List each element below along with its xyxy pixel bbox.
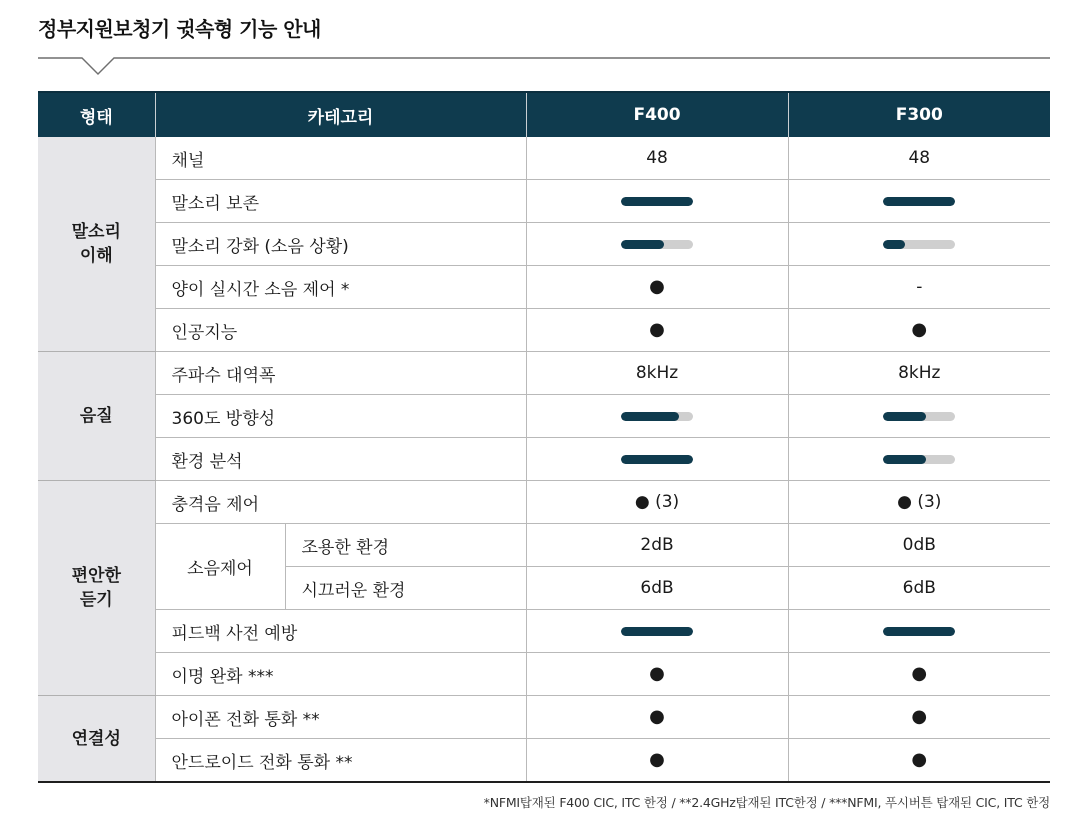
value-loud-a: 6dB: [526, 567, 788, 610]
row-label-binaural-noise: 양이 실시간 소음 제어 *: [155, 266, 526, 309]
header-category: 카테고리: [155, 92, 526, 137]
level-bar: [883, 197, 955, 206]
row-label-directionality: 360도 방향성: [155, 395, 526, 438]
table-row: [38, 610, 1050, 653]
spec-table: [38, 91, 1050, 783]
row-label-feedback: 피드백 사전 예방: [155, 610, 526, 653]
row-label-speech-preserve: 말소리 보존: [155, 180, 526, 223]
row-label-environment: 환경 분석: [155, 438, 526, 481]
value-impulse-b: ● (3): [788, 481, 1050, 524]
row-label-tinnitus: 이명 완화 ***: [155, 653, 526, 696]
value-ai-a: ●: [526, 309, 788, 352]
row-label-noise-control: 소음제어: [155, 524, 285, 610]
value-bandwidth-a: 8kHz: [526, 352, 788, 395]
level-bar: [883, 627, 955, 636]
level-bar: [883, 240, 955, 249]
table-row: [38, 309, 1050, 352]
title-divider: [38, 50, 1050, 80]
header-model-a: F400: [526, 92, 788, 137]
value-tinnitus-b: ●: [788, 653, 1050, 696]
value-iphone-a: ●: [526, 696, 788, 739]
value-channels-a: 48: [526, 137, 788, 180]
table-header-row: [38, 92, 1050, 137]
table-row: [38, 223, 1050, 266]
level-bar: [883, 455, 955, 464]
level-bar: [621, 455, 693, 464]
header-type: 형태: [38, 92, 155, 137]
table-row: [38, 696, 1050, 739]
row-label-quiet: 조용한 환경: [285, 524, 526, 567]
group-speech-label: 말소리 이해: [71, 222, 121, 266]
value-loud-b: 6dB: [788, 567, 1050, 610]
row-label-ai: 인공지능: [155, 309, 526, 352]
group-sound: [38, 352, 155, 481]
table-row: [38, 524, 1050, 567]
group-speech: [38, 137, 155, 352]
row-label-bandwidth: 주파수 대역폭: [155, 352, 526, 395]
value-android-a: ●: [526, 739, 788, 783]
table-row: [38, 137, 1050, 180]
value-impulse-a: ● (3): [526, 481, 788, 524]
row-label-impulse: 충격음 제어: [155, 481, 526, 524]
value-binaural-noise-a: ●: [526, 266, 788, 309]
group-comfort: [38, 481, 155, 696]
row-label-iphone: 아이폰 전화 통화 **: [155, 696, 526, 739]
row-label-android: 안드로이드 전화 통화 **: [155, 739, 526, 783]
value-android-b: ●: [788, 739, 1050, 783]
value-channels-b: 48: [788, 137, 1050, 180]
footnote: *NFMI탑재된 F400 CIC, ITC 한정 / **2.4GHz탑재된 ITC한정 / ***NFMI, 푸시버튼 탑재된 CIC, ITC 한정: [483, 795, 1050, 810]
level-bar: [621, 627, 693, 636]
page-title: 정부지원보청기 귓속형 기능 안내: [38, 17, 321, 41]
group-comfort-label: 편안한 듣기: [71, 566, 121, 610]
value-bandwidth-b: 8kHz: [788, 352, 1050, 395]
table-row: [38, 395, 1050, 438]
header-model-b: F300: [788, 92, 1050, 137]
level-bar: [883, 412, 955, 421]
value-binaural-noise-b: -: [788, 266, 1050, 309]
table-row: [38, 180, 1050, 223]
value-tinnitus-a: ●: [526, 653, 788, 696]
value-quiet-b: 0dB: [788, 524, 1050, 567]
row-label-speech-enhance: 말소리 강화 (소음 상황): [155, 223, 526, 266]
table-row: [38, 481, 1050, 524]
table-row: [38, 266, 1050, 309]
level-bar: [621, 197, 693, 206]
level-bar: [621, 240, 693, 249]
value-quiet-a: 2dB: [526, 524, 788, 567]
value-ai-b: ●: [788, 309, 1050, 352]
table-row: [38, 438, 1050, 481]
level-bar: [621, 412, 693, 421]
group-connect-label: 연결성: [71, 728, 121, 749]
group-sound-label: 음질: [79, 406, 113, 426]
table-row: [38, 653, 1050, 696]
row-label-channels: 채널: [155, 137, 526, 180]
value-iphone-b: ●: [788, 696, 1050, 739]
group-connect: [38, 696, 155, 783]
table-row: [38, 739, 1050, 783]
row-label-loud: 시끄러운 환경: [285, 567, 526, 610]
table-row: [38, 352, 1050, 395]
